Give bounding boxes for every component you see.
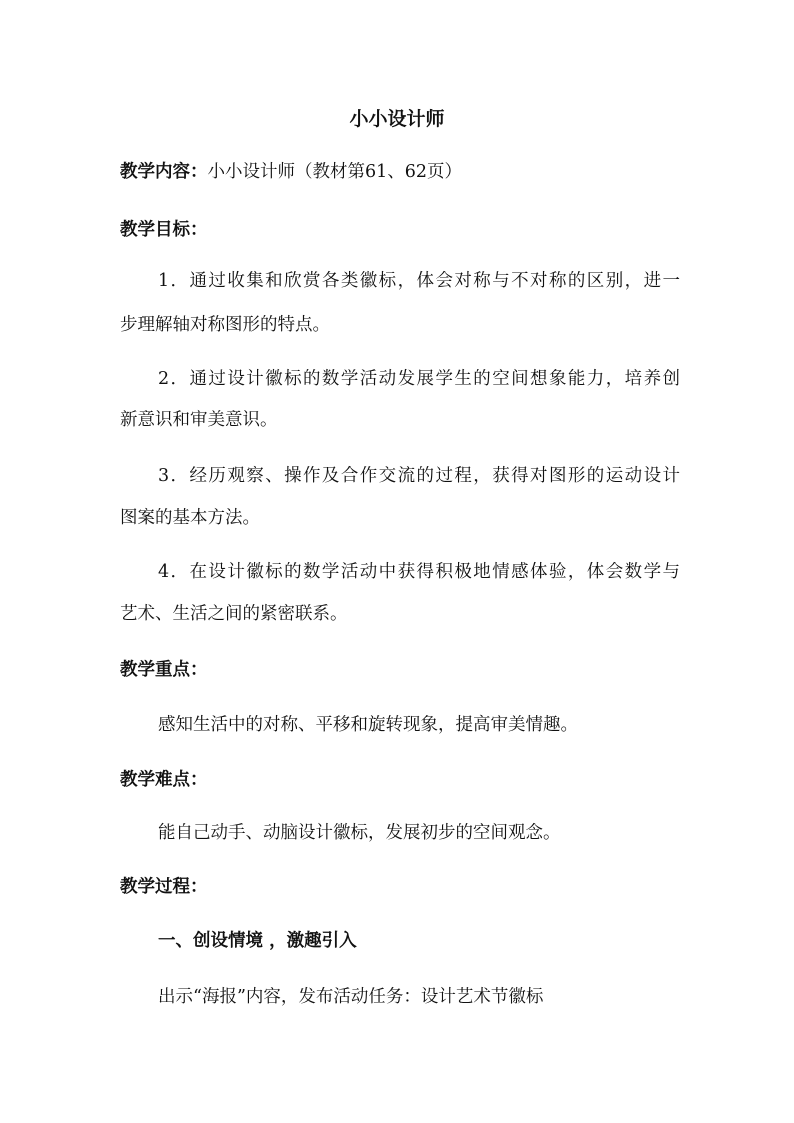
content-row <box>120 157 680 187</box>
objective-2-line1: 2．通过设计徽标的数学活动发展学生的空间想象能力，培养创 <box>158 369 680 389</box>
page-title: 小小设计师 <box>349 108 445 130</box>
objective-1-line1: 1．通过收集和欣赏各类徽标，体会对称与不对称的区别，进一 <box>158 271 680 291</box>
process-label: 教学过程： <box>120 877 208 897</box>
content-text: 小小设计师（教材第61、62页） <box>207 162 463 182</box>
objectives-label: 教学目标： <box>120 220 208 240</box>
objective-4-line1: 4．在设计徽标的数学活动中获得积极地情感体验，体会数学与 <box>158 562 680 582</box>
content-label: 教学内容： <box>120 162 208 182</box>
objective-2-line2: 新意识和审美意识。 <box>120 410 278 430</box>
objective-4-line2: 艺术、生活之间的紧密联系。 <box>120 604 348 624</box>
difficulty-label: 教学难点： <box>120 770 208 790</box>
key-point-text: 感知生活中的对称、平移和旋转现象，提高审美情趣。 <box>158 715 578 735</box>
process-step1-text: 出示“海报”内容，发布活动任务：设计艺术节徽标 <box>158 987 544 1007</box>
process-step1-heading: 一、创设情境 ，激趣引入 <box>158 931 357 951</box>
difficulty-text: 能自己动手、动脑设计徽标，发展初步的空间观念。 <box>158 823 561 843</box>
key-point-label: 教学重点： <box>120 660 208 680</box>
objective-3-line1: 3．经历观察、操作及合作交流的过程，获得对图形的运动设计 <box>158 466 680 486</box>
objective-3-line2: 图案的基本方法。 <box>120 508 260 528</box>
objective-1-line2: 步理解轴对称图形的特点。 <box>120 315 330 335</box>
